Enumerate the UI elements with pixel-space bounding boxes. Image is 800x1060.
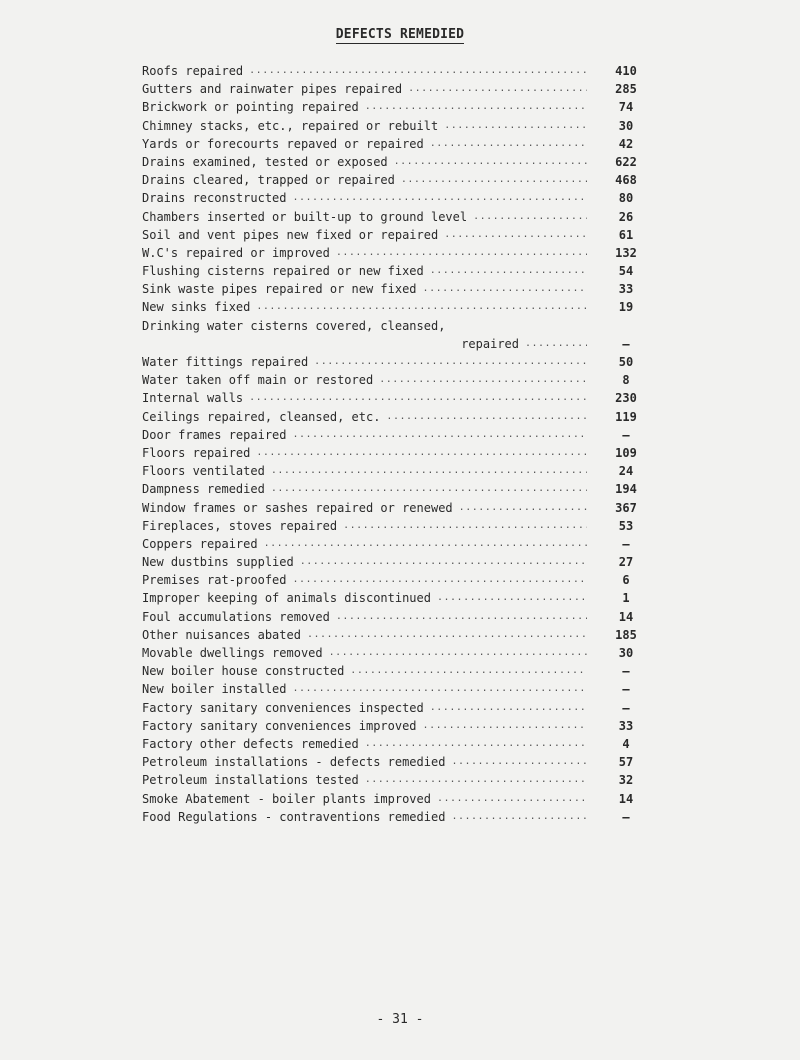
leader-dots [293,680,588,698]
item-value: 54 [618,264,634,279]
item-label: Chambers inserted or built-up to ground level [142,209,468,224]
list-item [142,699,656,717]
item-value: – [622,336,630,351]
item-value: 8 [622,373,630,388]
list-item [142,644,656,662]
leader-dots [437,589,587,607]
list-item [142,80,656,98]
leader-dots [437,790,587,808]
list-item [142,208,656,226]
leader-dots [401,171,587,189]
item-label: Drains examined, tested or exposed [142,154,388,169]
item-value: 1 [622,591,630,606]
leader-dots [365,735,587,753]
item-label: Drains reconstructed [142,191,287,206]
item-label: Food Regulations - contraventions remedied [142,809,446,824]
item-value: 61 [618,227,634,242]
leader-dots [256,298,587,316]
list-item [142,335,656,353]
list-item [142,189,656,207]
item-label: Premises rat-proofed [142,573,287,588]
leader-dots [430,699,587,717]
item-value: – [622,536,630,551]
list-item [142,608,656,626]
leader-dots [386,408,587,426]
item-label: W.C's repaired or improved [142,245,330,260]
leader-dots [408,80,587,98]
item-label: New boiler house constructed [142,664,345,679]
leader-dots [423,280,587,298]
leader-dots [300,553,587,571]
item-label: Door frames repaired [142,427,287,442]
item-label: Improper keeping of animals discontinued [142,591,431,606]
list-item [142,244,656,262]
item-value: 42 [618,136,634,151]
item-label: Coppers repaired [142,536,258,551]
item-value: 26 [618,209,634,224]
leader-dots [430,262,587,280]
leader-dots [293,426,588,444]
list-item [142,717,656,735]
item-label: Factory sanitary conveniences inspected [142,700,424,715]
item-value: 468 [615,173,637,188]
item-value: 14 [618,791,634,806]
item-value: 194 [615,482,637,497]
leader-dots [314,353,587,371]
item-value: 27 [618,555,634,570]
item-value: 53 [618,518,634,533]
leader-dots [336,608,587,626]
item-label: Water taken off main or restored [142,373,374,388]
leader-dots [264,535,587,553]
item-label: Roofs repaired [142,64,244,78]
item-label: Movable dwellings removed [142,646,323,660]
leader-dots [293,571,588,589]
leader-dots [451,753,587,771]
item-value: – [622,682,630,697]
item-label: Sink waste pipes repaired or new fixed [142,282,417,297]
item-label: Foul accumulations removed [142,609,330,624]
item-value: 57 [618,755,634,770]
list-item [142,153,656,171]
leader-dots [473,208,587,226]
item-label: Chimney stacks, etc., repaired or rebuilt [142,118,439,133]
list-item [142,117,656,135]
list-item [142,771,656,789]
list-item [142,535,656,553]
list-item [142,444,656,462]
item-label: Yards or forecourts repaved or repaired [142,136,424,151]
list-item [142,98,656,116]
list-item [142,426,656,444]
list-item [142,662,656,680]
list-item [142,171,656,189]
item-value: 30 [618,118,634,133]
item-value: 185 [615,627,637,642]
item-label: Petroleum installations tested [142,773,359,788]
item-label: Window frames or sashes repaired or renewed [142,500,453,515]
list-item [142,753,656,771]
leader-dots [451,808,587,826]
leader-dots [271,480,587,498]
page-title-text: DEFECTS REMEDIED [335,27,465,42]
item-label: Ceilings repaired, cleansed, etc. [142,409,381,424]
leader-dots [293,189,588,207]
leader-dots [343,517,587,535]
list-item [142,571,656,589]
list-item [142,280,656,298]
item-value: 32 [618,773,634,788]
item-label: Brickwork or pointing repaired [142,100,359,115]
list-item [142,553,656,571]
leader-dots [394,153,587,171]
leader-dots [459,499,587,517]
item-label: Water fittings repaired [142,355,309,369]
item-value: 285 [615,82,637,97]
item-value: 33 [618,282,634,297]
item-label: Petroleum installations - defects remedied [142,755,446,770]
item-value: 132 [615,245,637,260]
list-item [142,371,656,389]
page-title [0,27,800,42]
leader-dots [365,98,587,116]
item-value: 74 [618,100,634,115]
list-item [142,589,656,607]
leader-dots [329,644,587,662]
list-item [142,226,656,244]
item-label: Floors repaired [142,445,251,460]
list-item [142,317,656,335]
item-label: Soil and vent pipes new fixed or repaired [142,227,439,242]
item-value: – [622,664,630,679]
defects-list [142,62,656,826]
list-item [142,499,656,517]
leader-dots [271,462,587,480]
leader-dots [365,771,587,789]
leader-dots [307,626,587,644]
list-item [142,480,656,498]
item-value: 230 [615,391,637,406]
leader-dots [350,662,587,680]
list-item [142,808,656,826]
list-item [142,408,656,426]
list-item [142,353,656,371]
item-label: Flushing cisterns repaired or new fixed [142,264,424,279]
item-label: Drains cleared, trapped or repaired [142,173,395,188]
list-item [142,462,656,480]
item-value: 19 [618,300,634,315]
list-item [142,135,656,153]
item-label: Factory sanitary conveniences improved [142,718,417,733]
list-item [142,790,656,808]
item-value: 6 [622,573,630,588]
item-value: 109 [615,445,637,460]
leader-dots [336,244,587,262]
leader-dots [249,389,587,407]
item-label: Gutters and rainwater pipes repaired [142,82,403,97]
item-value: 367 [615,500,637,515]
item-label: Drinking water cisterns covered, cleansed, [142,318,446,333]
item-label: New sinks fixed [142,300,251,315]
leader-dots [430,135,587,153]
item-value: – [622,809,630,824]
leader-dots [379,371,587,389]
list-item [142,298,656,316]
item-value: 4 [622,736,630,751]
leader-dots [249,62,587,80]
list-item [142,735,656,753]
item-label: Internal walls [142,391,244,406]
list-item [142,680,656,698]
leader-dots [444,226,587,244]
item-value: 33 [618,718,634,733]
item-label: Floors ventilated [142,464,265,479]
item-label: Fireplaces, stoves repaired [142,518,338,533]
item-value: 30 [618,646,634,660]
item-value: 50 [618,355,634,369]
item-value: 119 [615,409,637,424]
leader-dots [423,717,587,735]
item-value: 24 [618,464,634,479]
list-item [142,262,656,280]
list-item [142,62,656,80]
item-label: New boiler installed [142,682,287,697]
leader-dots [525,335,587,353]
list-item [142,517,656,535]
item-value: 14 [618,609,634,624]
item-value: 622 [615,154,637,169]
leader-dots [444,117,587,135]
item-label: repaired [461,336,519,351]
item-label: New dustbins supplied [142,555,294,570]
item-label: Smoke Abatement - boiler plants improved [142,791,431,806]
item-label: Factory other defects remedied [142,736,359,751]
leader-dots [256,444,587,462]
list-item [142,389,656,407]
item-value: 410 [615,64,637,78]
item-value: – [622,427,630,442]
page-number: - 31 - [376,1012,424,1027]
item-value: – [622,700,630,715]
item-label: Dampness remedied [142,482,265,497]
item-label: Other nuisances abated [142,627,301,642]
item-value: 80 [618,191,634,206]
list-item [142,626,656,644]
